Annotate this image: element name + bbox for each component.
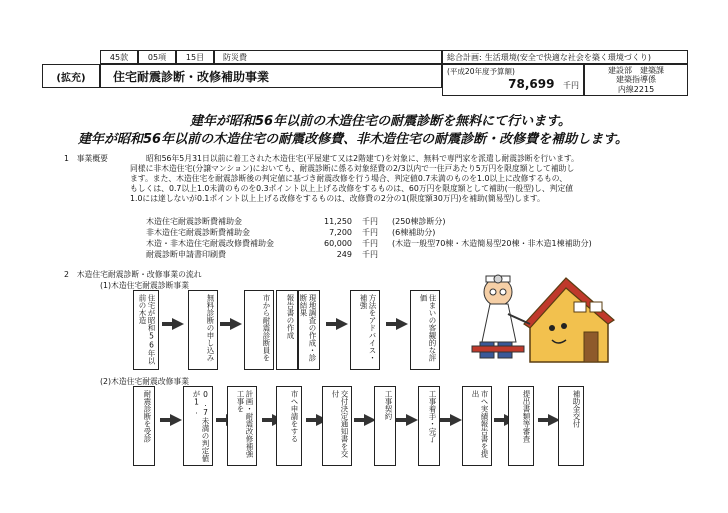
budget-label: (平成20年度予算額) — [447, 67, 515, 76]
flow-step-diagnosis: 住まいの客観的な評価 — [410, 290, 440, 370]
flow-arrow — [336, 318, 348, 330]
flow-arrow — [170, 414, 182, 426]
budget-item-unit: 千円 — [362, 217, 378, 226]
flow-arrow — [450, 414, 462, 426]
flow-step-diagnosis: 無料診断の申し込み — [188, 290, 218, 370]
budget-item-unit: 千円 — [362, 239, 378, 248]
overview-line: ます。また、木造住宅を耐震診断後の判定値に基づき耐震改修を行う場合、判定値0.7未満のものを1.0以上に改修するもの、 — [130, 174, 568, 183]
budget-item-amount: 60,000 — [324, 239, 352, 248]
illustration — [468, 262, 618, 374]
flow-step-retrofit: 工事契約 — [374, 386, 396, 466]
headline-2: 建年が昭和56年以前の木造住宅の耐震改修費、非木造住宅の耐震診断・改修費を補助します。 — [78, 132, 629, 147]
flow-arrow — [230, 318, 242, 330]
flow-step-retrofit: 市へ申請をする — [276, 386, 302, 466]
budget-item — [146, 249, 392, 260]
dept-line3: 内線2215 — [617, 84, 655, 94]
header-code-2: 05項 — [138, 50, 176, 64]
budget-item-note: (6棟補助分) — [392, 228, 436, 237]
budget-unit: 千円 — [563, 81, 579, 90]
header-code-1: 45款 — [100, 50, 138, 64]
overview-line: 昭和56年5月31日以前に着工された木造住宅(平屋建て又は2階建て)を対象に、無料で専門家を派遣し耐震診断を行います。 — [146, 154, 579, 163]
flow-step-diagnosis: 現地調査の作成・診断結果 — [298, 290, 320, 370]
header-code-3: 15目 — [176, 50, 214, 64]
budget-item — [146, 227, 435, 238]
budget-item-unit: 千円 — [362, 250, 378, 259]
budget-item-note: (250棟診断分) — [392, 217, 446, 226]
dept-line2: 建築指導係 — [616, 75, 656, 85]
flow-step-diagnosis: 市から耐震診断員を — [244, 290, 274, 370]
page-title: 住宅耐震診断・改修補助事業 — [100, 64, 442, 88]
headline-1: 建年が昭和56年以前の木造住宅の耐震診断を無料にて行います。 — [190, 114, 572, 129]
flow-subtitle-retrofit: (2)木造住宅耐震改修事業 — [100, 377, 190, 386]
flow-step-retrofit: 計画・耐震改修補強工事を — [227, 386, 257, 466]
plan-text: 生活環境(安全で快適な社会を築く環境づくり) — [484, 52, 651, 62]
budget-amount: 78,699 — [508, 77, 555, 91]
budget-item — [146, 216, 446, 227]
flow-step-retrofit: 補助金交付 — [558, 386, 584, 466]
flow-step-diagnosis: 住宅が昭和56年以前の木造 — [133, 290, 159, 370]
flow-step-diagnosis: 方法をアドバイス・補強 — [350, 290, 380, 370]
flow-step-retrofit: 提出書類等審査 — [508, 386, 534, 466]
header-plan — [442, 50, 688, 64]
header-tag: (拡充) — [42, 64, 100, 88]
flow-arrow — [172, 318, 184, 330]
budget-item-amount: 249 — [336, 250, 352, 259]
department-box — [584, 64, 688, 96]
flow-step-retrofit: 耐震診断を受診 — [133, 386, 155, 466]
budget-item-name: 耐震診断申請書印刷費 — [146, 250, 226, 259]
flow-step-diagnosis: 報告書の作成 — [276, 290, 298, 370]
budget-item-amount: 7,200 — [329, 228, 352, 237]
overview-line: 同様に非木造住宅(分譲マンション)においても、耐震診断に係る対象経費の2/3以内で一住戸あたり5万円を限度額として補助し — [130, 164, 575, 173]
overview-line: 1.0には達しないが0.1ポイント以上上げる改修をするものは、改修費の2分の1(限度額30万円)を補助(簡易型)します。 — [130, 194, 545, 203]
budget-item-name: 非木造住宅耐震診断費補助金 — [146, 228, 250, 237]
flow-step-retrofit: 0.7未満の判定値が1. — [183, 386, 213, 466]
budget-box — [442, 64, 584, 96]
overview-label: 1 事業概要 — [64, 154, 108, 163]
budget-item — [146, 238, 592, 249]
budget-item-name: 木造住宅耐震診断費補助金 — [146, 217, 242, 226]
flow-step-retrofit: 工事着手・完了 — [418, 386, 440, 466]
header-category: 防災費 — [214, 50, 442, 64]
overview-line: もしくは、0.7以上1.0未満のものを0.3ポイント以上上げる改修をするものは、60万円を限度額として補助(一般型)し、判定値 — [130, 184, 574, 193]
flow-arrow — [396, 318, 408, 330]
budget-item-note: (木造一般型70棟・木造簡易型20棟・非木造1棟補助分) — [392, 239, 592, 248]
budget-item-amount: 11,250 — [324, 217, 352, 226]
budget-item-name: 木造・非木造住宅耐震改修費補助金 — [146, 239, 274, 248]
flow-subtitle-diagnosis: (1)木造住宅耐震診断事業 — [100, 281, 190, 290]
budget-item-unit: 千円 — [362, 228, 378, 237]
plan-label: 総合計画: — [447, 52, 482, 62]
dept-line1: 建設部 建築課 — [608, 65, 664, 75]
flow-step-retrofit: 交付決定通知書を交付 — [322, 386, 352, 466]
flow-title: 2 木造住宅耐震診断・改修事業の流れ — [64, 270, 202, 279]
flow-step-retrofit: 市へ実績報告書を提出 — [462, 386, 492, 466]
flow-arrow — [406, 414, 418, 426]
